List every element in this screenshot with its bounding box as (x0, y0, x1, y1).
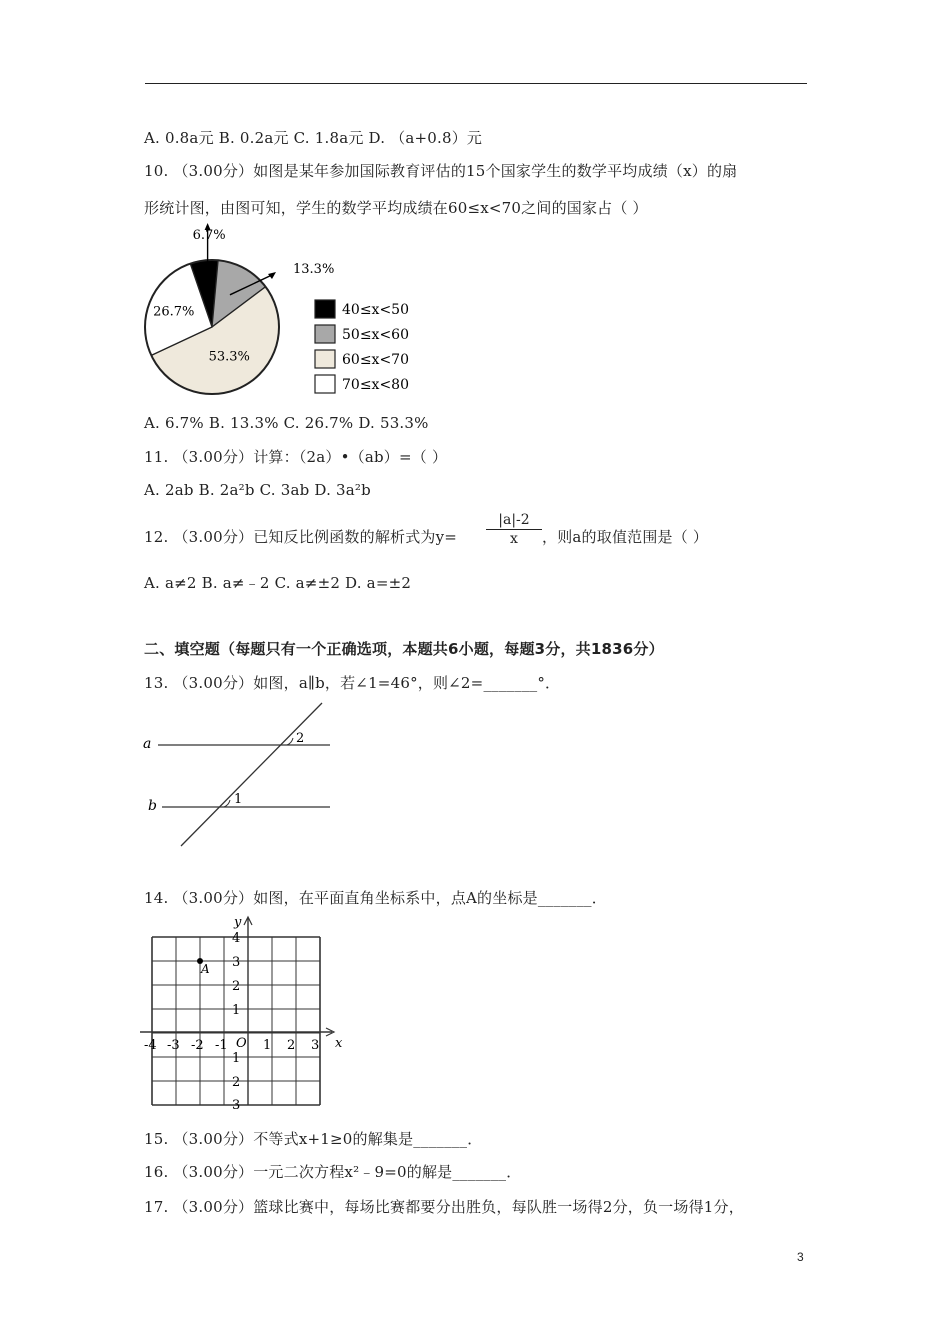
y-axis-label: y (234, 915, 242, 930)
q10-line2: 形统计图，由图可知，学生的数学平均成绩在60≤x<70之间的国家占（ ） (144, 199, 648, 217)
legend-label-1: 50≤x<60 (342, 327, 409, 343)
section2-title: 二、填空题（每题只有一个正确选项，本题共6小题，每题3分，共1836分） (144, 640, 664, 658)
q14-line: 14. （3.00分）如图，在平面直角坐标系中，点A的坐标是_______． (144, 889, 607, 907)
q12-prefix: 12. （3.00分）已知反比例函数的解析式为y= (144, 528, 458, 546)
angle-2-arc (287, 738, 293, 745)
x-tick-label: 1 (263, 1038, 272, 1053)
q9-options: A. 0.8a元 B. 0.2a元 C. 1.8a元 D. （a+0.8）元 (144, 129, 483, 147)
legend-swatch-2 (315, 350, 335, 368)
y-tick-label: 3 (232, 955, 241, 970)
label-b: b (148, 798, 157, 814)
q17-line: 17. （3.00分）篮球比赛中，每场比赛都要分出胜负，每队胜一场得2分，负一场得1分， (144, 1198, 744, 1216)
q15-line: 15. （3.00分）不等式x+1≥0的解集是_______． (144, 1130, 483, 1148)
legend-label-2: 60≤x<70 (342, 352, 409, 368)
label-arrowhead-1 (268, 272, 276, 279)
x-tick-label: 2 (287, 1038, 296, 1053)
y-tick-label: 1 (232, 1003, 241, 1018)
q12-numerator: |a|-2 (486, 512, 542, 530)
legend-label-0: 40≤x<50 (342, 302, 409, 318)
slice-label-0: 6.7% (192, 228, 226, 243)
label-angle-2: 2 (296, 731, 305, 746)
y-tick-label: 1 (232, 1051, 241, 1066)
x-axis-label: x (335, 1036, 343, 1051)
header-rule (145, 83, 807, 84)
slice-label-2: 53.3% (208, 349, 250, 365)
q12-fraction (486, 512, 542, 547)
point-a-label: A (201, 962, 210, 976)
q16-line: 16. （3.00分）一元二次方程x²﹣9=0的解是_______． (144, 1163, 522, 1181)
transversal-line (181, 703, 322, 846)
x-tick-label: -2 (191, 1038, 204, 1053)
x-tick-label: 3 (311, 1038, 320, 1053)
q12-denominator: x (510, 531, 518, 547)
label-angle-1: 1 (234, 792, 243, 807)
q13-line: 13. （3.00分）如图，a∥b，若∠1=46°，则∠2=_______°． (144, 674, 561, 692)
x-tick-label: -1 (215, 1038, 228, 1053)
y-tick-label: 2 (232, 979, 241, 994)
y-tick-label: 2 (232, 1075, 241, 1090)
q11-options: A. 2ab B. 2a²b C. 3ab D. 3a²b (144, 481, 371, 499)
y-tick-label: 3 (232, 1098, 241, 1112)
slice-label-3: 26.7% (153, 304, 195, 320)
legend-swatch-0 (315, 300, 335, 318)
label-a: a (143, 736, 152, 752)
legend-swatch-3 (315, 375, 335, 393)
x-tick-label: -4 (144, 1038, 157, 1053)
q12-suffix: ，则a的取值范围是（ ） (542, 528, 709, 546)
origin-label: O (236, 1036, 247, 1051)
y-tick-label: 4 (232, 931, 241, 946)
q10-options: A. 6.7% B. 13.3% C. 26.7% D. 53.3% (144, 414, 429, 432)
coordinate-grid (140, 912, 350, 1112)
q10-line1: 10. （3.00分）如图是某年参加国际教育评估的15个国家学生的数学平均成绩（x）的扇 (144, 162, 738, 180)
parallel-lines-figure (140, 700, 340, 850)
legend-swatch-1 (315, 325, 335, 343)
q12-options: A. a≠2 B. a≠﹣2 C. a≠±2 D. a=±2 (144, 574, 412, 592)
page-number: 3 (797, 1250, 804, 1264)
pie-chart (140, 222, 440, 400)
legend-label-3: 70≤x<80 (342, 377, 409, 393)
x-tick-label: -3 (167, 1038, 180, 1053)
slice-label-1: 13.3% (293, 262, 335, 277)
q11-line: 11. （3.00分）计算：（2a）•（ab）=（ ） (144, 448, 448, 466)
